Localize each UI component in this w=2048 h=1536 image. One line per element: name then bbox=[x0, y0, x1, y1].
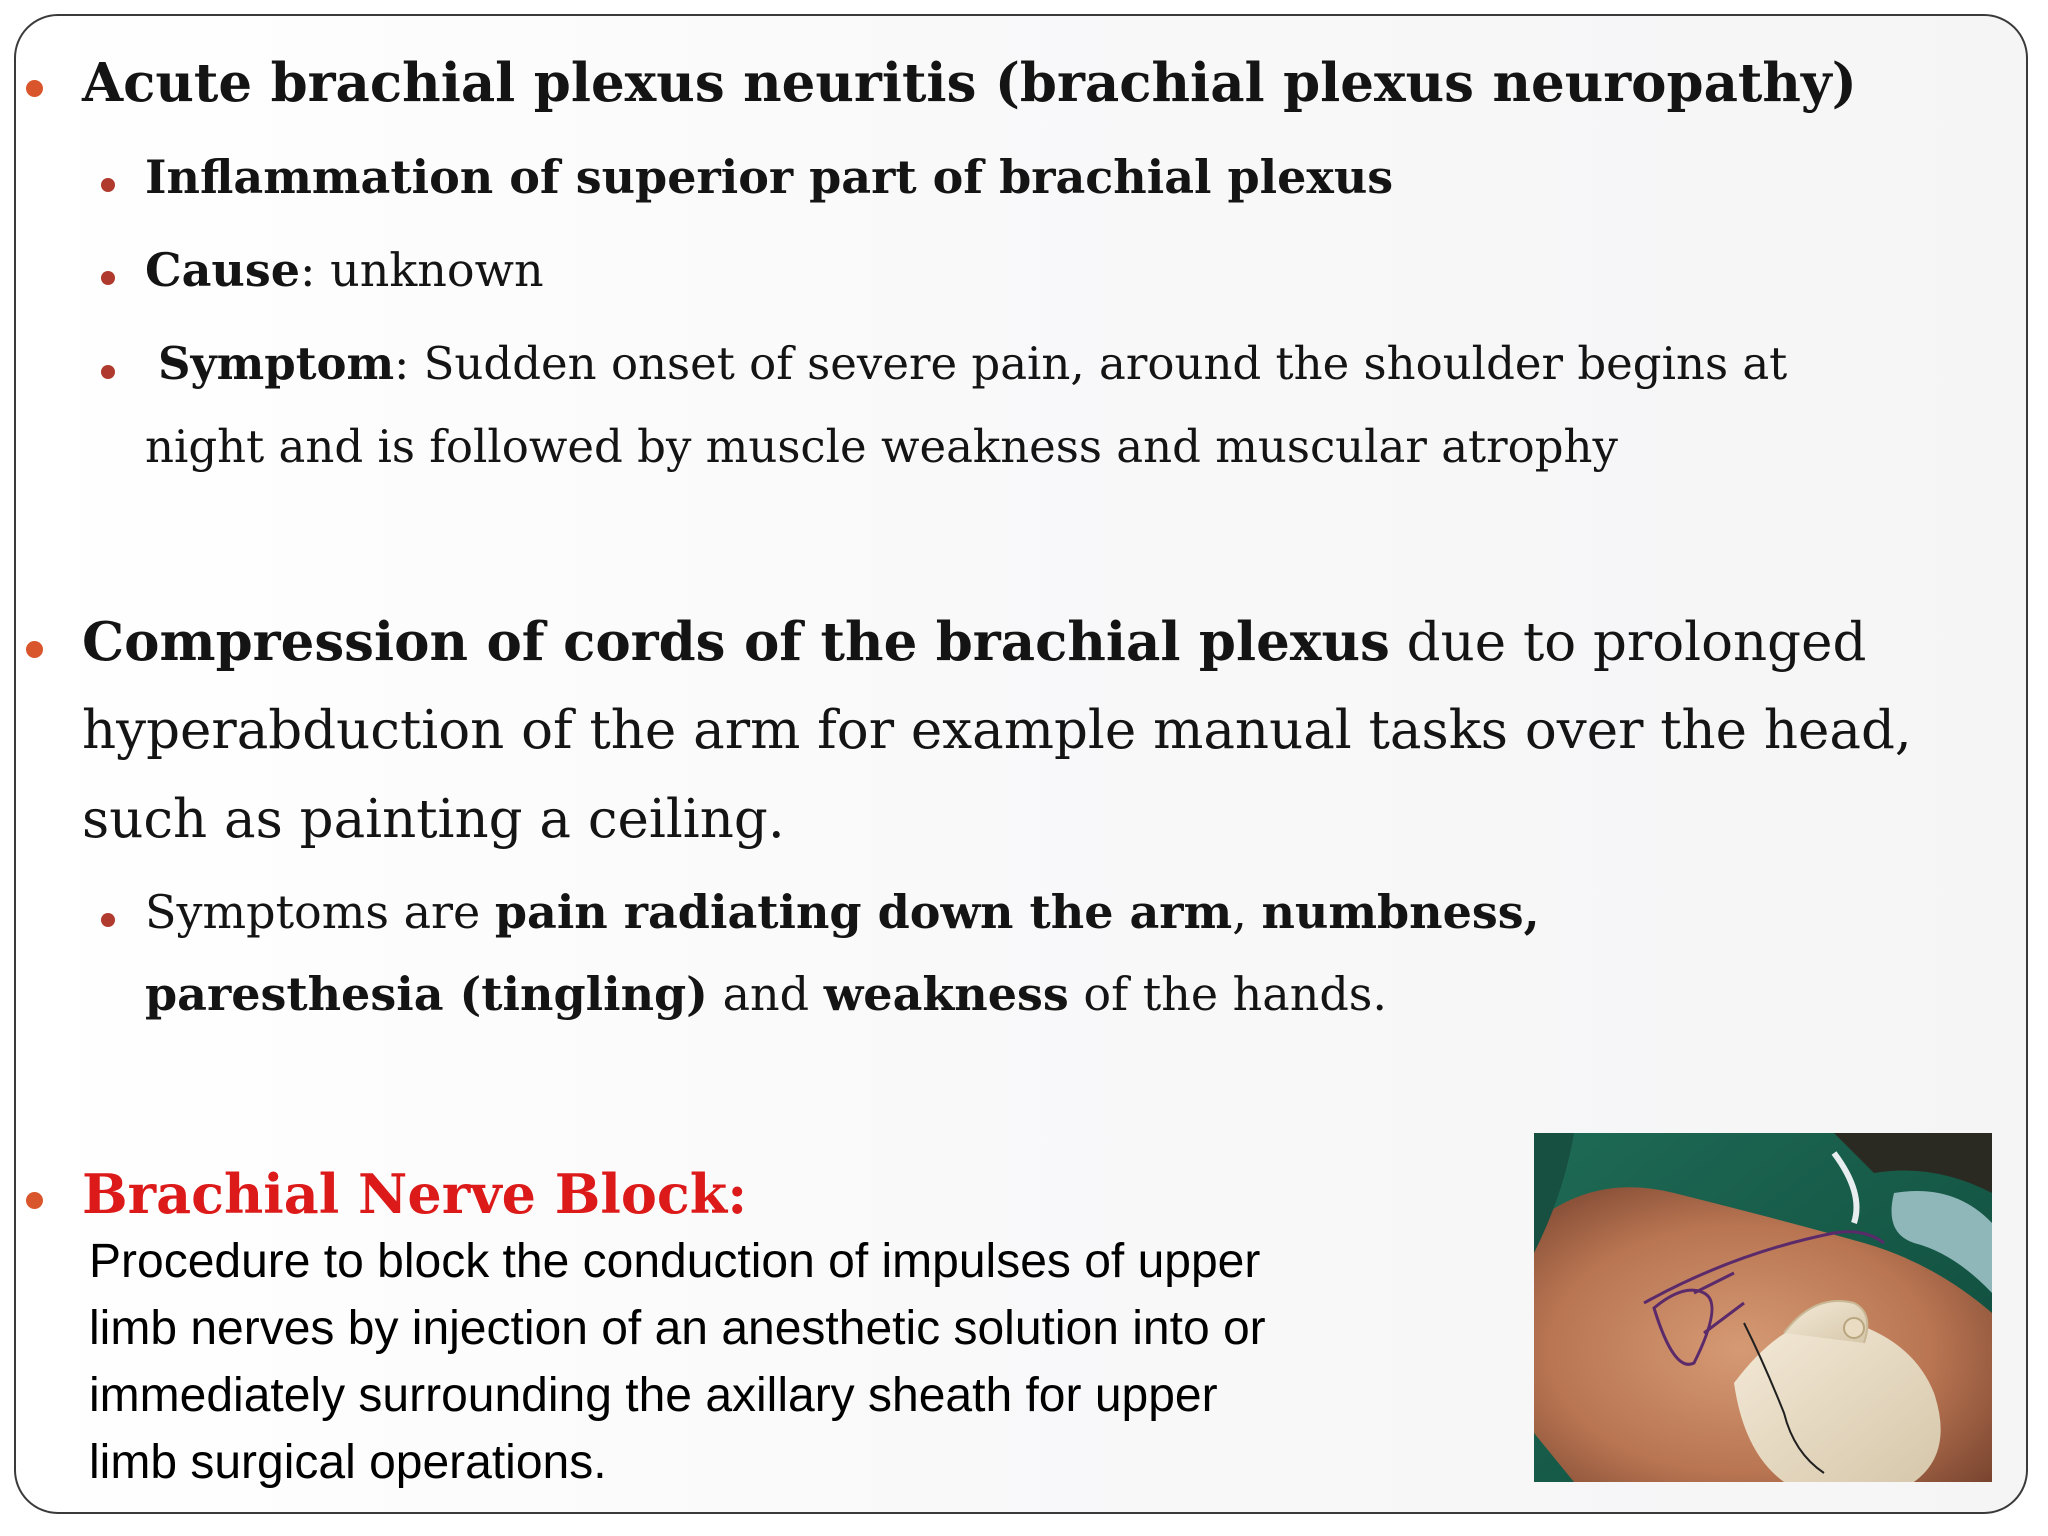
symptom-and: and bbox=[707, 967, 824, 1021]
bullet-icon bbox=[101, 913, 115, 927]
symptom-paresthesia: paresthesia (tingling) bbox=[145, 967, 708, 1021]
section2-sub-line1 bbox=[145, 885, 1540, 939]
section3-heading: Brachial Nerve Block: bbox=[82, 1162, 748, 1226]
symptom-end: of the hands. bbox=[1068, 967, 1388, 1021]
bullet-icon bbox=[101, 178, 115, 192]
description-line: limb nerves by injection of an anesthetic solution into or bbox=[89, 1302, 1266, 1355]
description-line: immediately surrounding the axillary sheath for upper bbox=[89, 1369, 1218, 1422]
bullet-icon bbox=[26, 80, 43, 97]
compression-heading-rest: due to prolonged bbox=[1389, 612, 1867, 673]
section1-sub2 bbox=[145, 243, 544, 297]
symptom-label: Symptom bbox=[158, 337, 395, 390]
section2-line2: hyperabduction of the arm for example manual tasks over the head, bbox=[82, 700, 1912, 761]
bullet-icon bbox=[26, 641, 43, 658]
cause-label: Cause bbox=[145, 243, 301, 297]
section2-line1 bbox=[82, 611, 1866, 673]
section1-sub3-line1 bbox=[158, 337, 1787, 390]
compression-heading: Compression of cords of the brachial plexus bbox=[82, 611, 1390, 673]
symptom-numbness: numbness, bbox=[1261, 885, 1540, 939]
bullet-icon bbox=[101, 365, 115, 379]
section2-line3: such as painting a ceiling. bbox=[82, 789, 785, 850]
symptoms-intro: Symptoms are bbox=[145, 885, 495, 939]
symptom-pain: pain radiating down the arm bbox=[494, 885, 1233, 939]
brachial-plexus-block-photo bbox=[1534, 1133, 1992, 1482]
section1-heading: Acute brachial plexus neuritis (brachial plexus neuropathy) bbox=[82, 52, 1857, 114]
description-line: limb surgical operations. bbox=[89, 1436, 607, 1489]
cause-value: : unknown bbox=[300, 243, 544, 297]
description-line: Procedure to block the conduction of impulses of upper bbox=[89, 1235, 1261, 1288]
symptom-sep: , bbox=[1232, 885, 1262, 939]
bullet-icon bbox=[101, 271, 115, 285]
nerve-block-description bbox=[89, 1228, 1266, 1496]
section1-sub3-line2: night and is followed by muscle weakness and muscular atrophy bbox=[145, 420, 1618, 473]
section1-sub1: Inflammation of superior part of brachial plexus bbox=[145, 150, 1394, 204]
section2-sub-line2 bbox=[145, 967, 1387, 1021]
bullet-icon bbox=[26, 1192, 43, 1209]
symptom-weakness: weakness bbox=[823, 967, 1069, 1021]
symptom-text: : Sudden onset of severe pain, around the shoulder begins at bbox=[394, 337, 1788, 390]
